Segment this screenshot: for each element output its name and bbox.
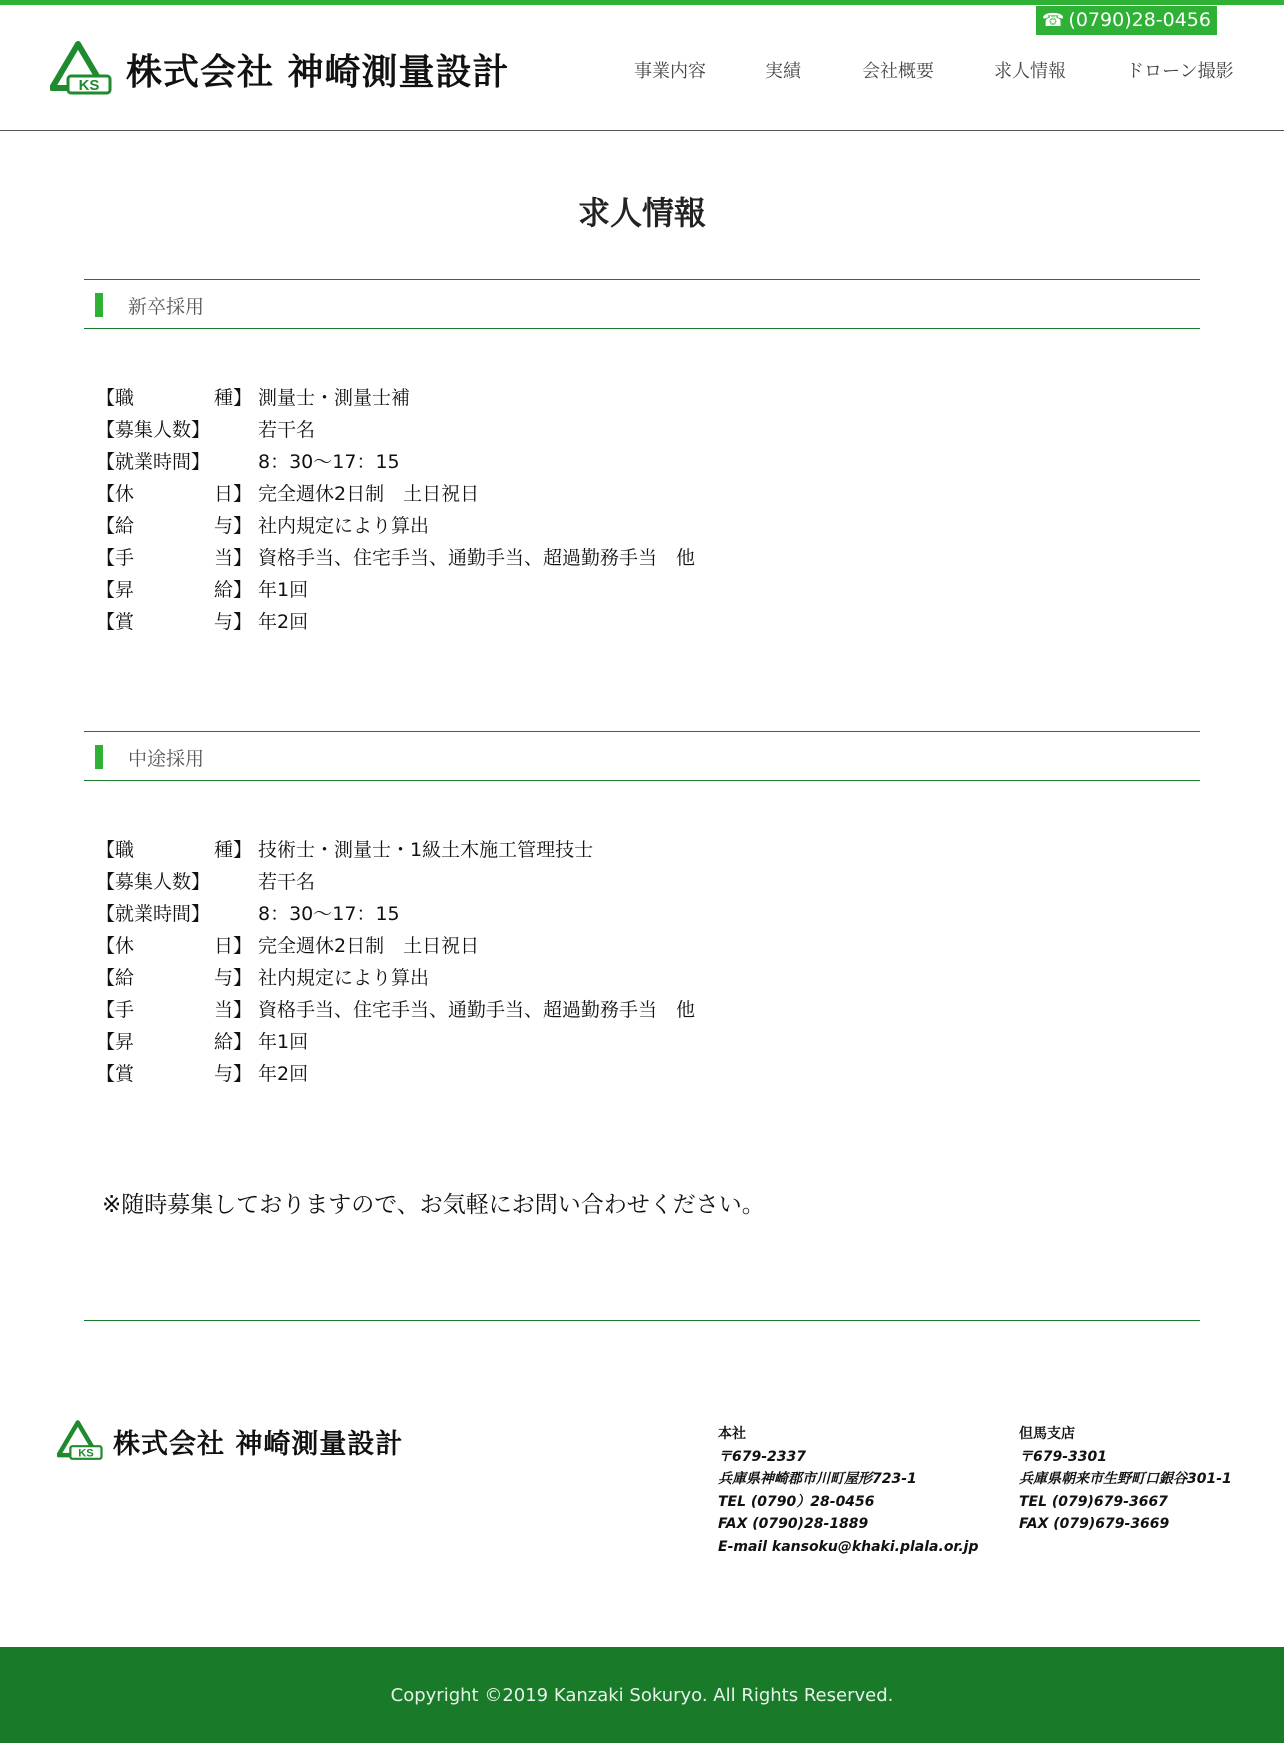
spec-key-part: 与】 (213, 966, 252, 989)
copyright-text: Copyright ©2019 Kanzaki Sokuryo. All Rights Reserved. (390, 1685, 894, 1706)
spec-key (96, 575, 258, 602)
spec-key (96, 447, 258, 474)
spec-key-part: 【休 (96, 934, 135, 957)
svg-text:KS: KS (78, 1447, 94, 1460)
spec-key-part: 種】 (213, 386, 252, 409)
spec-key-part: 【昇 (96, 1030, 135, 1053)
spec-row (96, 444, 996, 476)
spec-row (96, 1024, 996, 1056)
site-header (0, 5, 1284, 131)
spec-value: 社内規定により算出 (258, 514, 430, 537)
job-spec-list (96, 832, 996, 1088)
spec-key-part: 【手 (96, 546, 135, 569)
spec-key-part: 日】 (213, 934, 252, 957)
office-email[interactable]: E-mail kansoku@khaki.plala.or.jp (718, 1538, 979, 1555)
office-fax: FAX (0790)28-1889 (718, 1516, 869, 1532)
spec-value: 8：30〜17：15 (258, 450, 400, 473)
spec-key (96, 931, 258, 958)
office-postal: 〒679-2337 (718, 1448, 806, 1465)
spec-value: 若干名 (258, 418, 316, 441)
section-heading-label: 中途採用 (128, 748, 205, 770)
office-tel[interactable]: TEL (0790）28-0456 (718, 1493, 875, 1510)
phone-icon: ☎ (1042, 10, 1065, 31)
spec-value: 8：30〜17：15 (258, 902, 400, 925)
nav-item-services[interactable]: 事業内容 (634, 61, 706, 82)
spec-value: 年2回 (258, 610, 309, 633)
spec-value: 社内規定により算出 (258, 966, 430, 989)
spec-key-part: 日】 (213, 482, 252, 505)
office-name: 本社 (718, 1426, 746, 1442)
spec-row (96, 992, 996, 1024)
spec-key-part: 当】 (213, 998, 252, 1021)
office-fax: FAX (079)679-3669 (1019, 1516, 1170, 1532)
spec-value: 完全週休2日制 土日祝日 (258, 934, 480, 957)
office-tel[interactable]: TEL (079)679-3667 (1019, 1493, 1168, 1510)
spec-value: 年2回 (258, 1062, 309, 1085)
nav-item-achievements[interactable]: 実績 (765, 61, 801, 82)
spec-key-part: 【職 (96, 386, 135, 409)
office-name: 但馬支店 (1019, 1426, 1075, 1442)
spec-key-text: 【募集人数】 (96, 418, 211, 441)
spec-key-part: 与】 (213, 514, 252, 537)
section-heading-new-grad (84, 279, 1200, 329)
spec-row (96, 380, 996, 412)
spec-row (96, 864, 996, 896)
spec-key-part: 給】 (213, 1030, 252, 1053)
spec-value: 資格手当、住宅手当、通勤手当、超過勤務手当 他 (258, 546, 696, 569)
page-title: 求人情報 (577, 194, 706, 232)
spec-row (96, 1056, 996, 1088)
spec-key (96, 899, 258, 926)
recruit-notice: ※随時募集しておりますので、お気軽にお問い合わせください。 (102, 1192, 765, 1218)
nav-item-company[interactable]: 会社概要 (862, 61, 934, 82)
spec-key-part: 種】 (213, 838, 252, 861)
spec-row (96, 412, 996, 444)
company-name: 株式会社 神崎測量設計 (126, 50, 510, 93)
spec-key-part: 【給 (96, 966, 135, 989)
spec-value: 完全週休2日制 土日祝日 (258, 482, 480, 505)
nav-item-drone[interactable]: ドローン撮影 (1126, 61, 1234, 82)
spec-key (96, 867, 258, 894)
spec-key-part: 給】 (213, 578, 252, 601)
office-head (718, 1423, 978, 1558)
svg-text:KS: KS (78, 77, 100, 94)
spec-key-text: 【就業時間】 (96, 902, 211, 925)
spec-key-part: 与】 (213, 610, 252, 633)
heading-accent (95, 745, 103, 769)
job-spec-list (96, 380, 996, 636)
spec-key-text: 【募集人数】 (96, 870, 211, 893)
copyright-bar (0, 1647, 1284, 1743)
section-heading-label: 新卒採用 (128, 296, 205, 318)
spec-key-part: 【手 (96, 998, 135, 1021)
logo-mark-icon (57, 1420, 103, 1462)
spec-value: 年1回 (258, 578, 309, 601)
spec-value: 技術士・測量士・1級土木施工管理技士 (258, 838, 594, 861)
spec-key-part: 【給 (96, 514, 135, 537)
spec-key-part: 【賞 (96, 610, 135, 633)
spec-key (96, 511, 258, 538)
office-postal: 〒679-3301 (1019, 1448, 1107, 1465)
spec-value: 若干名 (258, 870, 316, 893)
nav-item-recruit[interactable]: 求人情報 (994, 61, 1066, 82)
spec-row (96, 476, 996, 508)
spec-key (96, 383, 258, 410)
spec-row (96, 540, 996, 572)
spec-row (96, 508, 996, 540)
phone-number: (0790)28-0456 (1068, 9, 1211, 31)
office-address: 兵庫県朝来市生野町口銀谷301-1 (1019, 1471, 1232, 1487)
spec-row (96, 604, 996, 636)
section-heading-mid-career (84, 731, 1200, 781)
spec-key-part: 与】 (213, 1062, 252, 1085)
spec-key (96, 415, 258, 442)
spec-key (96, 607, 258, 634)
spec-row (96, 832, 996, 864)
spec-value: 測量士・測量士補 (258, 386, 411, 409)
spec-key-text: 【就業時間】 (96, 450, 211, 473)
spec-row (96, 896, 996, 928)
spec-row (96, 928, 996, 960)
spec-key (96, 963, 258, 990)
spec-row (96, 960, 996, 992)
spec-key (96, 1027, 258, 1054)
office-address: 兵庫県神崎郡市川町屋形723-1 (718, 1471, 917, 1487)
spec-key-part: 【休 (96, 482, 135, 505)
main-nav (0, 57, 1284, 87)
spec-key (96, 479, 258, 506)
heading-accent (95, 293, 103, 317)
spec-key (96, 835, 258, 862)
spec-value: 年1回 (258, 1030, 309, 1053)
spec-key (96, 1059, 258, 1086)
footer-company-name: 株式会社 神崎測量設計 (113, 1428, 404, 1460)
spec-value: 資格手当、住宅手当、通勤手当、超過勤務手当 他 (258, 998, 696, 1021)
footer-divider (84, 1320, 1200, 1321)
spec-key-part: 当】 (213, 546, 252, 569)
spec-key-part: 【職 (96, 838, 135, 861)
spec-key-part: 【昇 (96, 578, 135, 601)
spec-key-part: 【賞 (96, 1062, 135, 1085)
office-branch (1019, 1423, 1232, 1536)
spec-key (96, 543, 258, 570)
spec-row (96, 572, 996, 604)
spec-key (96, 995, 258, 1022)
phone-badge[interactable] (1036, 6, 1217, 35)
footer-logo[interactable] (57, 1420, 403, 1462)
